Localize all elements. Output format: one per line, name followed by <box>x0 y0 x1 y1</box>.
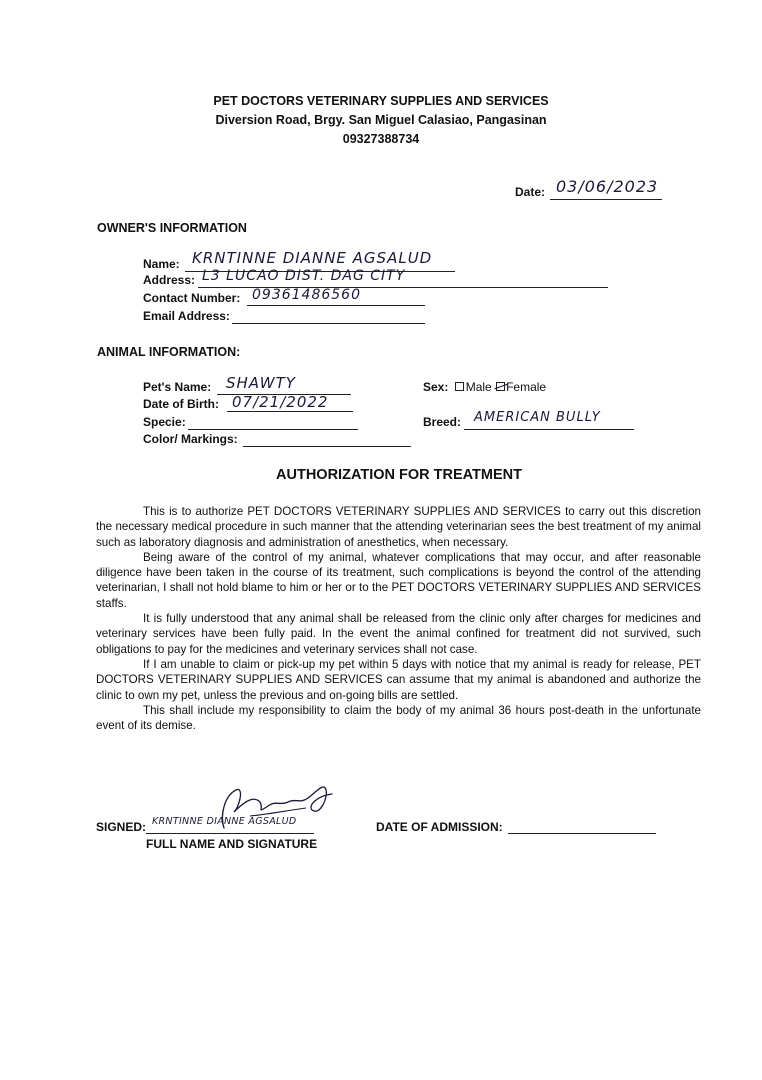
date-of-admission-line <box>508 833 656 834</box>
date-value: 03/06/2023 <box>556 177 659 196</box>
owner-address-label: Address: <box>143 273 196 287</box>
signature-scribble <box>180 776 340 836</box>
owner-name-value: KRNTINNE DIANNE AGSALUD <box>192 249 433 267</box>
pet-name-value: SHAWTY <box>226 374 296 392</box>
color-markings-label: Color/ Markings: <box>143 432 238 446</box>
color-markings-line <box>243 446 411 447</box>
contact-number-value: 09361486560 <box>252 287 361 303</box>
female-checkbox[interactable] <box>496 382 505 391</box>
email-line <box>232 323 425 324</box>
sex-label: Sex: <box>423 380 449 394</box>
male-checkbox[interactable] <box>455 382 464 391</box>
business-name: PET DOCTORS VETERINARY SUPPLIES AND SERVICES <box>213 94 549 108</box>
business-phone: 09327388734 <box>342 132 420 146</box>
signed-label: SIGNED: <box>96 820 147 834</box>
breed-value: AMERICAN BULLY <box>474 410 601 425</box>
authorization-paragraph-2: Being aware of the control of my animal, whatever complications that may occur, and after reasonable diligence have been taken in the course of its treatment, such complications is beyond the control of the attending veterinarian, I shall not hold blame to him or her or to the PET DOCTORS VETERINARY SUPPLIES AND SERVICES staffs. <box>96 550 701 610</box>
breed-label: Breed: <box>423 415 462 429</box>
sex-field <box>423 380 546 394</box>
full-name-signature-label: FULL NAME AND SIGNATURE <box>146 837 318 851</box>
pet-name-label: Pet's Name: <box>143 380 212 394</box>
specie-label: Specie: <box>143 415 186 429</box>
authorization-text <box>96 504 701 733</box>
dob-value: 07/21/2022 <box>232 393 329 411</box>
authorization-paragraph-1: This is to authorize PET DOCTORS VETERINARY SUPPLIES AND SERVICES to carry out this discretion the necessary medical procedure in such manner that the attending veterinarian sees the best treatment of my animal such as laboratory diagnosis and administration of anesthetics, when necessary. <box>96 505 701 549</box>
owner-address-value: L3 LUCAO DIST. DAG CITY <box>202 268 406 284</box>
email-label: Email Address: <box>143 309 230 323</box>
dob-label: Date of Birth: <box>143 397 219 411</box>
date-label: Date: <box>515 185 546 199</box>
animal-section-title: ANIMAL INFORMATION: <box>97 345 241 359</box>
date-line <box>550 199 662 200</box>
owner-name-label: Name: <box>143 257 180 271</box>
female-option-label: Female <box>506 380 547 394</box>
signed-name-value: KRNTINNE DIANNE AGSALUD <box>152 816 297 827</box>
owner-section-title: OWNER'S INFORMATION <box>97 221 247 235</box>
date-of-admission-label: DATE OF ADMISSION: <box>376 820 503 834</box>
authorization-paragraph-3: It is fully understood that any animal shall be released from the clinic only after charges for medicines and veterinary services have been fully paid. In the event the animal confined for treatment did not survived, such obligations to pay for the medicines and veterinary services shall not case. <box>96 612 701 656</box>
authorization-paragraph-4: If I am unable to claim or pick-up my pet within 5 days with notice that my animal is ready for release, PET DOCTORS VETERINARY SUPPLIES AND SERVICES can assume that my animal is abandoned and authorize the clinic to own my pet, unless the previous and on-going bills are settled. <box>96 657 701 702</box>
business-address: Diversion Road, Brgy. San Miguel Calasiao, Pangasinan <box>215 113 547 127</box>
contact-number-label: Contact Number: <box>143 291 241 305</box>
dob-line <box>227 411 353 412</box>
breed-line <box>464 429 634 430</box>
specie-line <box>188 429 358 430</box>
male-option-label: Male <box>465 380 492 394</box>
authorization-title: AUTHORIZATION FOR TREATMENT <box>276 467 522 483</box>
contact-number-line <box>247 305 425 306</box>
authorization-paragraph-5: This shall include my responsibility to claim the body of my animal 36 hours post-death in the unfortunate event of its demise. <box>96 703 701 733</box>
